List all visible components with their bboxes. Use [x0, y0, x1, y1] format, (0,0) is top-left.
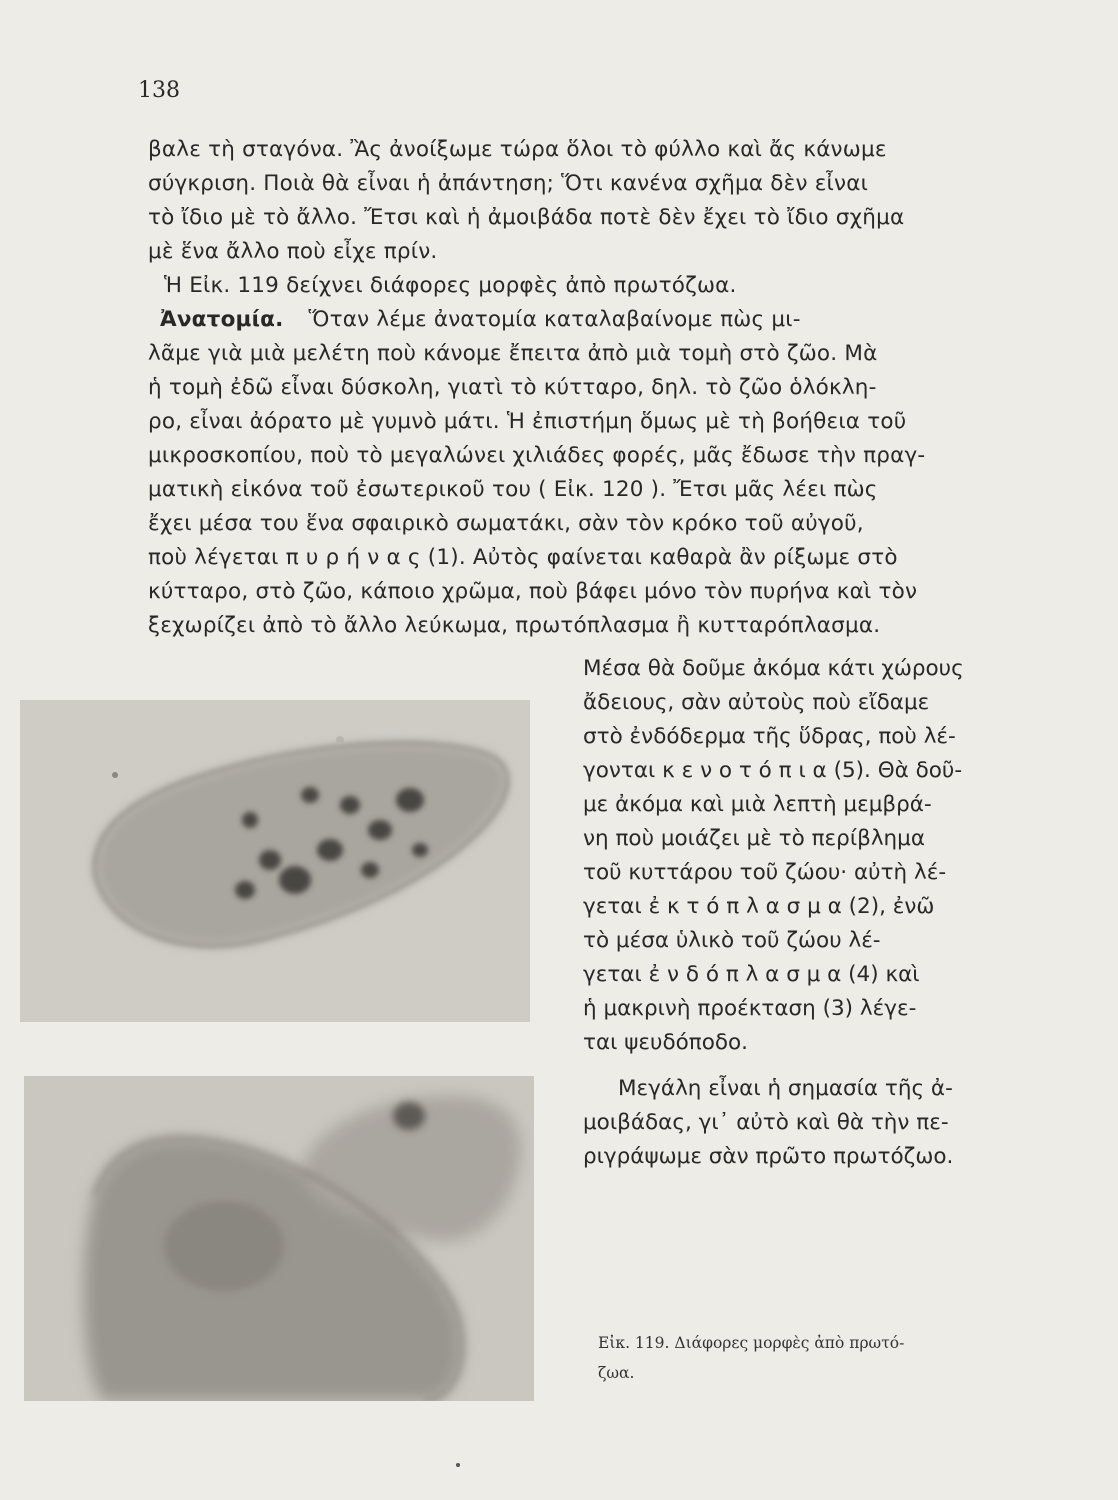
- text-line: ξεχωρίζει ἀπὸ τὸ ἄλλο λεύκωμα, πρωτόπλασμα ἢ κυτταρόπλασμα.: [148, 613, 881, 638]
- text-line: λᾶμε γιὰ μιὰ μελέτη ποὺ κάνομε ἔπειτα ἀπὸ μιὰ τομὴ στὸ ζῶο. Μὰ: [148, 341, 878, 366]
- micrograph-protozoan-top: [20, 700, 530, 1022]
- page-mark-dot: [456, 1463, 460, 1467]
- text-line: τοῦ κυττάρου τοῦ ζώου· αὐτὴ λέ-: [583, 860, 947, 885]
- page-number: 138: [138, 78, 180, 103]
- micrograph-protozoan-bottom: [24, 1076, 534, 1401]
- text-line: ἡ τομὴ ἐδῶ εἶναι δύσκολη, γιατὶ τὸ κύτταρο, δηλ. τὸ ζῶο ὁλόκλη-: [148, 375, 877, 400]
- text-line: γεται ἐ κ τ ό π λ α σ μ α (2), ἐνῶ: [583, 894, 935, 919]
- text-line: ρο, εἶναι ἀόρατο μὲ γυμνὸ μάτι. Ἡ ἐπιστήμη ὅμως μὲ τὴ βοήθεια τοῦ: [148, 409, 907, 434]
- text-line: ἔχει μέσα του ἕνα σφαιρικὸ σωματάκι, σὰν τὸν κρόκο τοῦ αὐγοῦ,: [148, 511, 864, 536]
- section-heading: Ἀνατομία.: [160, 307, 284, 332]
- text-line: ποὺ λέγεται π υ ρ ή ν α ς (1). Αὐτὸς φαίνεται καθαρὰ ἂν ρίξωμε στὸ: [148, 545, 898, 570]
- text-line: μοιβάδας, γι᾿ αὐτὸ καὶ θὰ τὴν πε-: [583, 1110, 949, 1135]
- text-line: γονται κ ε ν ο τ ό π ι α (5). Θὰ δοῦ-: [583, 758, 963, 783]
- text-line: νη ποὺ μοιάζει μὲ τὸ περίβλημα: [583, 826, 926, 851]
- text-line: μὲ ἕνα ἄλλο ποὺ εἶχε πρίν.: [148, 239, 438, 264]
- text-line: βαλε τὴ σταγόνα. Ἂς ἀνοίξωμε τώρα ὅλοι τὸ φύλλο καὶ ἄς κάνωμε: [148, 137, 887, 162]
- text-line: μικροσκοπίου, ποὺ τὸ μεγαλώνει χιλιάδες φορές, μᾶς ἔδωσε τὴν πραγ-: [148, 443, 926, 468]
- text-line: ριγράψωμε σὰν πρῶτο πρωτόζωο.: [583, 1144, 954, 1169]
- text-line: στὸ ἐνδόδερμα τῆς ὕδρας, ποὺ λέ-: [583, 724, 956, 749]
- caption-line: ζωα.: [598, 1364, 635, 1382]
- text-line: τὸ μέσα ὑλικὸ τοῦ ζώου λέ-: [583, 928, 881, 953]
- text-line: σύγκριση. Ποιὰ θὰ εἶναι ἡ ἀπάντηση; Ὅτι κανένα σχῆμα δὲν εἶναι: [148, 171, 869, 196]
- text-line: ἡ μακρινὴ προέκταση (3) λέγε-: [583, 996, 917, 1021]
- text-line: με ἀκόμα καὶ μιὰ λεπτὴ μεμβρά-: [583, 792, 932, 817]
- text-line: ματικὴ εἰκόνα τοῦ ἐσωτερικοῦ του ( Εἰκ. 120 ). Ἔτσι μᾶς λέει πὼς: [148, 477, 878, 502]
- text-segment: Ὅταν λέμε ἀνατομία καταλαβαίνομε πὼς μι-: [308, 307, 801, 332]
- text-line: τὸ ἴδιο μὲ τὸ ἄλλο. Ἔτσι καὶ ἡ ἀμοιβάδα ποτὲ δὲν ἔχει τὸ ἴδιο σχῆμα: [148, 205, 905, 230]
- paragraph-2: Ἡ Εἰκ. 119 δείχνει διάφορες μορφὲς ἀπὸ πρωτόζωα.: [164, 273, 737, 298]
- text-line: Μεγάλη εἶναι ἡ σημασία τῆς ἀ-: [618, 1076, 953, 1101]
- text-line: ἄδειους, σὰν αὐτοὺς ποὺ εἴδαμε: [583, 690, 930, 715]
- text-line: γεται ἐ ν δ ό π λ α σ μ α (4) καὶ: [583, 962, 920, 987]
- text-line: ται ψευδόποδο.: [583, 1030, 749, 1055]
- text-line: [160, 307, 1020, 332]
- caption-line: Εἰκ. 119. Διάφορες μορφὲς ἀπὸ πρωτό-: [598, 1334, 905, 1352]
- text-line: Μέσα θὰ δοῦμε ἀκόμα κάτι χώρους: [583, 656, 964, 681]
- text-line: κύτταρο, στὸ ζῶο, κάποιο χρῶμα, ποὺ βάφει μόνο τὸν πυρήνα καὶ τὸν: [148, 579, 918, 604]
